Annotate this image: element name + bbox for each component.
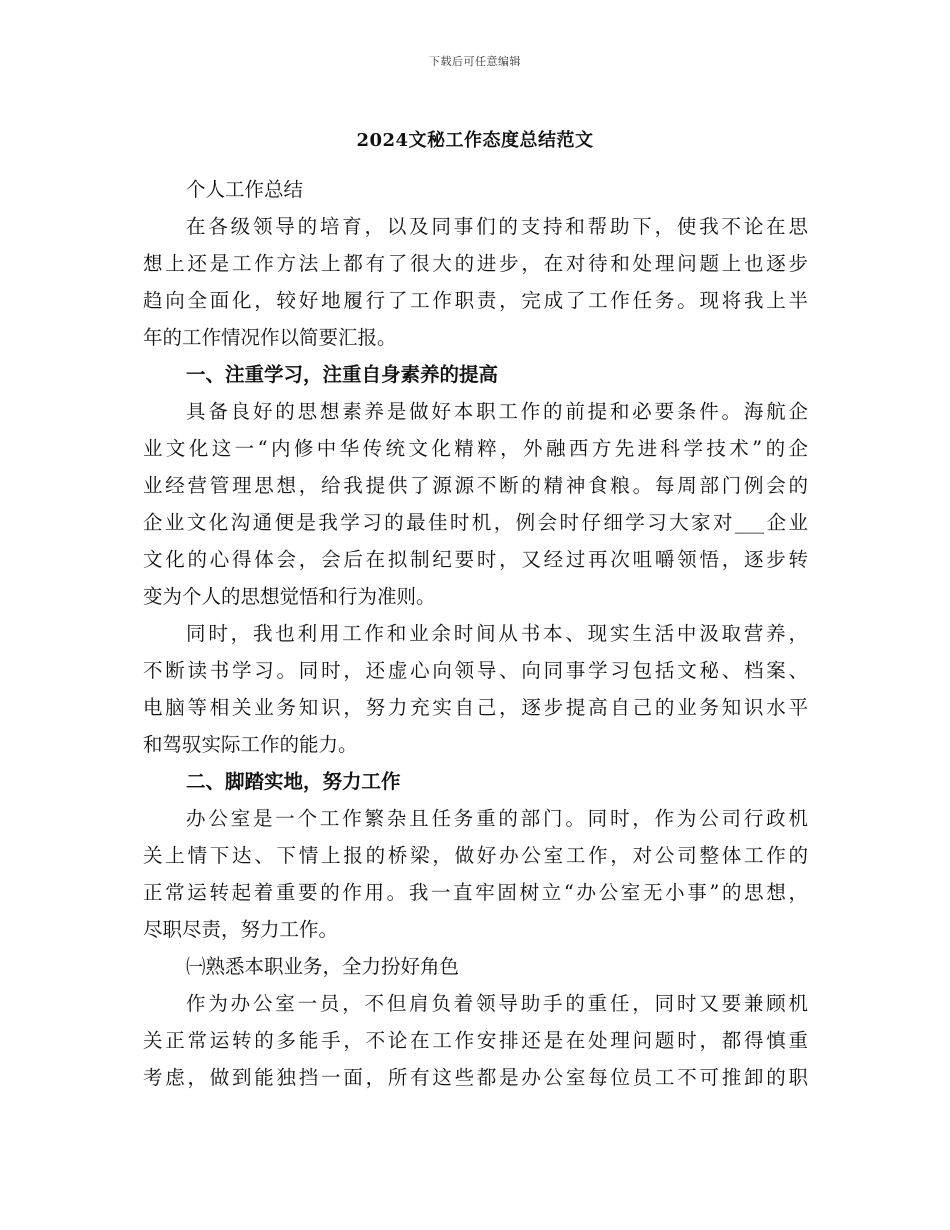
body-text-line: 想上还是工作方法上都有了很大的进步，在对待和处理问题上也逐步 [143,252,808,275]
body-text-line: 作为办公室一员，不但肩负着领导助手的重任，同时又要兼顾机 [186,992,808,1015]
section-heading: 二、脚踏实地，努力工作 [186,770,401,793]
body-text-line: 关上情下达、下情上报的桥梁，做好办公室工作，对公司整体工作的 [143,844,808,867]
body-text-line: 趋向全面化，较好地履行了工作职责，完成了工作任务。现将我上半 [143,289,808,312]
body-text-line: 正常运转起着重要的作用。我一直牢固树立“办公室无小事”的思想， [143,881,808,904]
body-text-line: 业经营管理思想，给我提供了源源不断的精神食粮。每周部门例会的 [143,474,808,497]
body-text-line: 关正常运转的多能手，不论在工作安排还是在处理问题时，都得慎重 [143,1029,808,1052]
body-text-line: 办公室是一个工作繁杂且任务重的部门。同时，作为公司行政机 [186,807,808,830]
body-text-line: 和驾驭实际工作的能力。 [143,733,358,756]
section-heading: 一、注重学习，注重自身素养的提高 [186,363,499,386]
body-text-line: 考虑，做到能独挡一面，所有这些都是办公室每位员工不可推卸的职 [143,1066,808,1089]
document-title: 2024文秘工作态度总结范文 [356,130,594,151]
body-text-line: 业文化这一“内修中华传统文化精粹，外融西方先进科学技术”的企 [143,437,808,460]
body-text-line: 在各级领导的培育，以及同事们的支持和帮助下，使我不论在思 [186,215,808,238]
body-text-line: 个人工作总结 [186,178,304,201]
body-text-line: 不断读书学习。同时，还虚心向领导、向同事学习包括文秘、档案、 [143,659,808,682]
body-text-line: 变为个人的思想觉悟和行为准则。 [143,585,436,608]
body-text-line: 具备良好的思想素养是做好本职工作的前提和必要条件。海航企 [186,400,808,423]
body-text-line: 尽职尽责，努力工作。 [143,918,339,941]
document-body [143,171,808,1096]
body-text-line: 同时，我也利用工作和业余时间从书本、现实生活中汲取营养， [186,622,808,645]
page-header-note: 下载后可任意编辑 [429,55,521,68]
body-text-line: 年的工作情况作以简要汇报。 [143,326,397,349]
body-text-line: 企业文化沟通便是我学习的最佳时机，例会时仔细学习大家对___企业 [143,511,808,534]
body-text-line: 文化的心得体会，会后在拟制纪要时，又经过再次咀嚼领悟，逐步转 [143,548,808,571]
body-text-line: 电脑等相关业务知识，努力充实自己，逐步提高自己的业务知识水平 [143,696,808,719]
subsection-heading: ㈠熟悉本职业务，全力扮好角色 [186,955,460,978]
